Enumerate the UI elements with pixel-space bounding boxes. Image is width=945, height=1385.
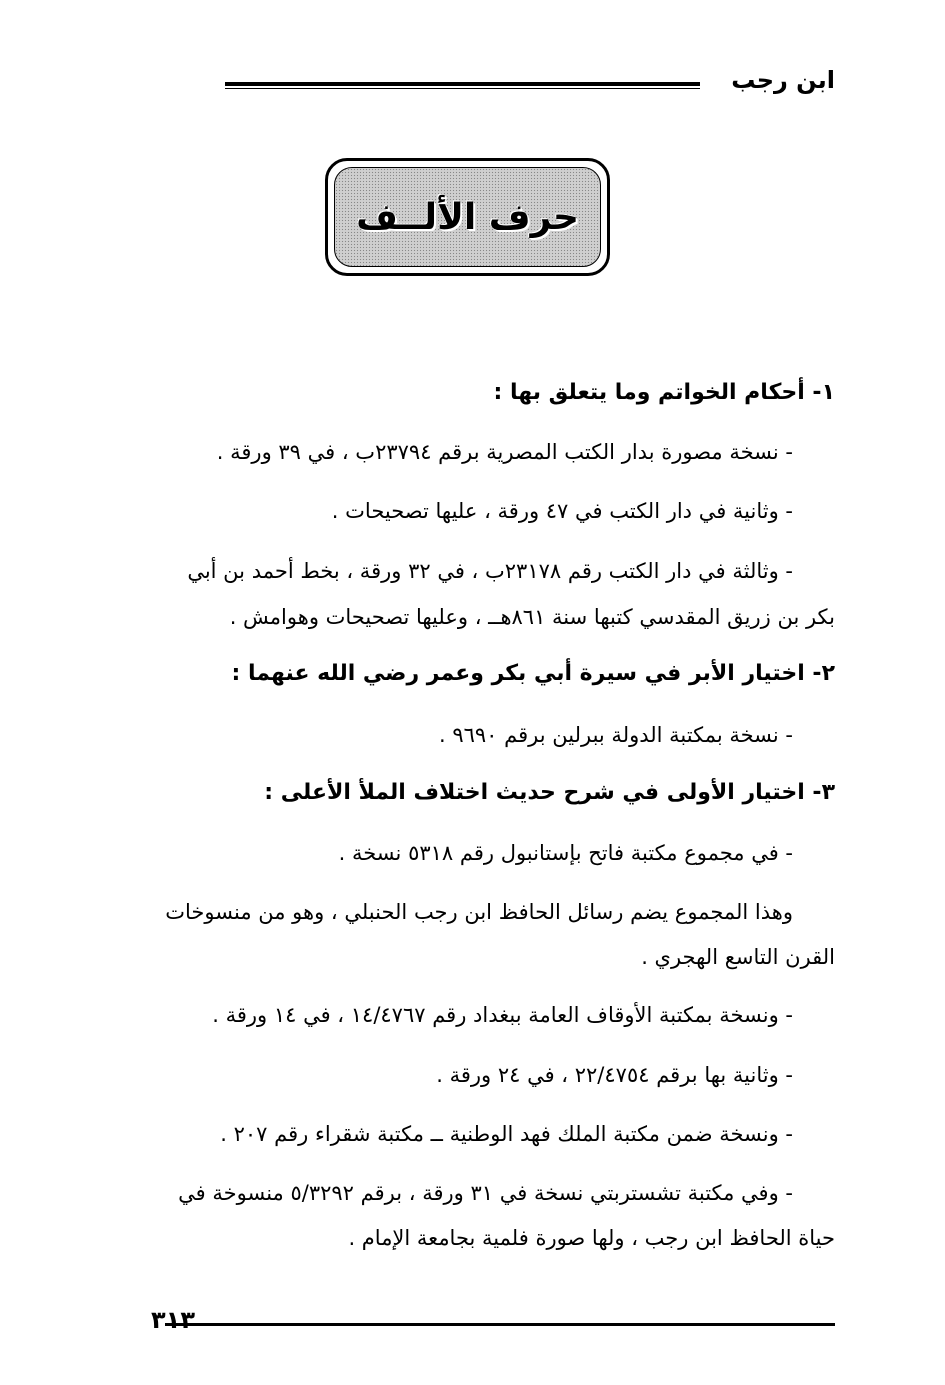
footer-rule	[165, 1323, 835, 1326]
entry-1-line-3b: بكر بن زريق المقدسي كتبها سنة ٨٦١هــ ، وعليها تصحيحات وهوامش .	[229, 605, 835, 629]
entry-3-line-5a: - وفي مكتبة تشستربتي نسخة في ٣١ ورقة ، برقم ٥/٣٢٩٢ منسوخة في	[178, 1181, 793, 1205]
entry-1-line-2: - وثانية في دار الكتب في ٤٧ ورقة ، عليها تصحيحات .	[331, 499, 793, 523]
entry-3-line-4: - ونسخة ضمن مكتبة الملك فهد الوطنية ــ مكتبة شقراء رقم ٢٠٧ .	[220, 1122, 793, 1146]
entry-heading-3: ٣- اختيار الأولى في شرح حديث اختلاف الملأ الأعلى :	[264, 780, 835, 805]
entry-2-line-1: - نسخة بمكتبة الدولة ببرلين برقم ٩٦٩٠ .	[438, 723, 793, 747]
entry-3-line-3: - وثانية بها برقم ٢٢/٤٧٥٤ ، في ٢٤ ورقة .	[436, 1063, 793, 1087]
entry-3-para-b: القرن التاسع الهجري .	[641, 945, 835, 969]
page-number: ٣١٣	[151, 1306, 195, 1334]
entry-3-line-5b: حياة الحافظ ابن رجب ، ولها صورة فلمية بجامعة الإمام .	[348, 1226, 835, 1250]
entry-3-line-1: - في مجموع مكتبة فاتح بإستانبول رقم ٥٣١٨ نسخة .	[338, 841, 793, 865]
section-title: حرف الألــف	[356, 196, 579, 238]
entry-3-para-a: وهذا المجموع يضم رسائل الحافظ ابن رجب الحنبلي ، وهو من منسوخات	[165, 900, 793, 924]
entry-heading-2: ٢- اختيار الأبر في سيرة أبي بكر وعمر رضي الله عنهما :	[231, 661, 835, 686]
entry-heading-1: ١- أحكام الخواتم وما يتعلق بها :	[493, 380, 835, 405]
page-footer	[95, 1306, 835, 1340]
entry-1-line-1: - نسخة مصورة بدار الكتب المصرية برقم ٢٣٧٩٤ب ، في ٣٩ ورقة .	[216, 440, 793, 464]
entries-body	[95, 0, 835, 1385]
entry-1-line-3a: - وثالثة في دار الكتب رقم ٢٣١٧٨ب ، في ٣٢ ورقة ، بخط أحمد بن أبي	[187, 559, 793, 583]
running-title: ابن رجب	[731, 66, 835, 94]
entry-3-line-2: - ونسخة بمكتبة الأوقاف العامة ببغداد رقم ١٤/٤٧٦٧ ، في ١٤ ورقة .	[212, 1003, 793, 1027]
